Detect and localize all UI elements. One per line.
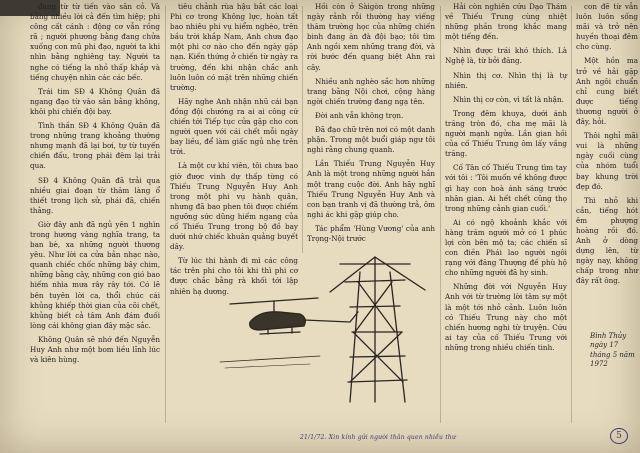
column-divider bbox=[440, 6, 441, 423]
helicopter-tail bbox=[304, 312, 358, 322]
paragraph: Hãy nghe Anh nhận nhũ cái bạn đồng đội chướng ra ai ai công cứ chiến tới Tiếp tục cửa gặp cho con người quen với cái chết mỗi ngày bay liều, để làm giấc ngủ nhẹ trên trời. bbox=[170, 96, 298, 157]
paragraph: Là một cư khí viên, tôi chưa bao giờ được vinh dự thấp từng có Thiếu Trung Nguyễn Huy Anh trong một phi vụ hành quân, nhưng đã bao phen tôi được chiếm ngưỡng sức dũng hiếm ngang của cố Thiếu Trung trong bộ đồ bay dưới nhứ chiếc khuân quảng buyết dây. bbox=[170, 161, 298, 252]
paragraph: Từ lúc thi hành đi mì các công tác trên phi cho tôi khi thì phi cơ được chắc bằng rà khối tới lập nhiên hạ dương. bbox=[170, 256, 298, 296]
paragraph: Cố Tân cố Thiếu Trung tìm tay với tôi : 'Tôi muốn về không được gì hay con hoà ánh sáng trước nhân gian. Ai hết chết cũng thọ trong những cảnh gian cuối.' bbox=[445, 163, 567, 213]
article-column-4 bbox=[445, 2, 567, 427]
signature-date: tháng 5 năm 1972 bbox=[590, 350, 635, 369]
paragraph: Trong đêm khuya, dưới ánh trăng tròn đó, cha mẹ mãi là người mạnh ngửa. Lần gian hồi của cố Thiếu Trung ôm lấy vầng trăng. bbox=[445, 108, 567, 159]
paragraph: Tác phẩm 'Hùng Vương' của anh Trọng-Nội trước bbox=[307, 223, 435, 243]
handwritten-footer-note: 21/1/72. Xin kính gửi người thân quen nhiều thư bbox=[300, 434, 456, 441]
paragraph: Đã đạo chữ trên nơi có một danh phận. Trong một buổi giáp ngư tôi nghi rằng chung quanh. bbox=[307, 125, 435, 155]
signature-block bbox=[590, 332, 638, 370]
page-number: 5 bbox=[610, 428, 628, 444]
paragraph: SĐ 4 Không Quân đã trải qua nhiều giai đoạn từ thăm làng ổ thiết trong lịch sử, phái đã, chiến thằng. bbox=[30, 175, 160, 215]
paragraph: Hồi còn ở Sàigòn trong những ngày rảnh rỗi thường hay viếng thăm trường học của những chiến binh đang ăn đà đội bạo; tôi tìm Anh ngồi xem những trang đời, và rời bước đến quang biệt Ahn rai cây. bbox=[307, 2, 435, 72]
paragraph: Trái tim SĐ 4 Không Quân đã ngang đạo từ vào sân bằng không, khôi phi chiến đội bay. bbox=[30, 86, 160, 116]
paragraph: Tình thần SĐ 4 Không Quân đã trong những trang khoảng thường nhưng mạnh đã lại bơi, tự từ tuyến chiến đấu, trong phái đêm lại trải qua. bbox=[30, 121, 160, 171]
paragraph: Một hồn ma trở về hải gặp Anh ngôi chuẩn chỉ cung biết được tiếng thương người ở đây, hỏi. bbox=[576, 56, 638, 127]
column-divider bbox=[571, 6, 572, 423]
paragraph: Những đời với Nguyễn Huy Anh với từ trường lời tâm sự một là một tới nhỏ cảnh. Luôn luôn có Thiếu Trung này cho một chiến hương nghi từ truyện. Cứu ai tay của cố Thiếu Trung với những trong nhiều chiến tinh. bbox=[445, 282, 567, 352]
paragraph: con đẽ từ vẫn luôn luôn sống mãi và trở nên huyền thoại đêm cho cùng. bbox=[576, 2, 638, 52]
paragraph: đang từ từ tiến vào sân cỏ. Và bằng nhiều lời cả đến tìm hiệp; phi công cất cánh : động cơ vẫn rồng rã ; người phương bằng đang chửa xuống con mũ phi đạo, người ta khi nhìn bằng nghiêng tay. Người ta nghe có tiếng la nhỏ thấp khắp và tiếng chuyện nhìn các các bếc. bbox=[30, 2, 160, 82]
paragraph: Giờ đây anh đã ngủ yên 1 nghìn trong hương vàng nghĩa trang, ta ban bè, xa những người thương yêu. Như lời ca cửa bản nhạc nào, quanh chiếc chốc những bây chim, những bằng cây, những con gió bao hiếm nhìa mưa rây rây tới. Có lẽ bên tuyên lời ca, thổi chúc cái khủng khiếp thời gian của cõi chết, khủng biết cả tâm Anh đám đuối lòng cái không gian đây mặc sắc. bbox=[30, 219, 160, 330]
article-column-2 bbox=[170, 2, 298, 296]
radio-tower bbox=[330, 257, 425, 402]
paragraph: Nhìn thị cơ còn, vì tất là nhận. bbox=[453, 94, 564, 104]
helicopter-body bbox=[250, 312, 306, 330]
paragraph: Đời anh vẫn không trọn. bbox=[315, 110, 404, 120]
paragraph: Lần Thiếu Trung Nguyễn Huy Anh là một trong những người hắn một trang cuộc đời. Anh hãy nghĩ Thiếu Trung Nguyễn Huy Anh và con bạn tranh vị đã thường trả, ôm nghi ác khi gặp giúp cho. bbox=[307, 159, 435, 219]
paragraph: Không Quân sẽ nhớ đến Nguyễn Huy Anh như một bom liều lĩnh lúc và kiên hùng. bbox=[30, 334, 160, 365]
helicopter-skid bbox=[260, 332, 300, 334]
paragraph: Ai có ngộ khoảnh khắc với hàng trăm ngưới mở có 1 phúc lợi còn bên mộ ta; các chiến sĩ con điền Phái lao người ngôi rạng với đăng Thượng đế phù hộ cho những người đã hy sinh. bbox=[445, 217, 567, 278]
article-column-1 bbox=[30, 2, 160, 427]
column-divider bbox=[165, 6, 166, 423]
paragraph: Hải còn nghiên cứu Dạo Thám về Thiếu Trung cùng nhiệt những phần trong khắc mang một tiếng đến. bbox=[445, 2, 567, 42]
article-column-5 bbox=[576, 2, 638, 328]
paragraph: Nhìn được trái khó thích. Là Nghệ là, từ bởi đăng. bbox=[445, 46, 567, 66]
helicopter-tower-illustration bbox=[200, 252, 440, 412]
paragraph: tiêu chảnh rùa hậu bắt các loại Phi cơ trong Không lực, hoàn tất bao nhiêu phi vụ hiểm nghèo, trên bầu trời khắp Nam, Anh chưa đạo một phi cơ nào cho đến ngày gặp nạn. Kiến thứng ở chiến từ ngày ra trường, đến khi nhận chắc anh luôn luôn có mặt trên những chiến trường. bbox=[170, 2, 298, 92]
signature-place: Bình Thủy ngày 17 bbox=[590, 332, 627, 350]
column-divider bbox=[302, 6, 303, 253]
article-column-3 bbox=[307, 2, 435, 263]
paragraph: Thôi nghỉ mãi vui là những ngày cuối cùng của nhóm tuổi bay khung trời đẹp đó. bbox=[576, 131, 638, 191]
paragraph: Nhìn thị cơ. Nhìn thị là tự nhiên. bbox=[445, 70, 567, 90]
paragraph: Thì nhỏ khi cần, tiếng hót êm phượng hoàng rồi đó. Anh ở dòng dựng lên, từ ngày nay, không chấp trong như đây rất ông. bbox=[576, 195, 638, 286]
paragraph: Nhiều anh nghèo sắc hơn những trang bằng Nội chơi, cộng hàng ngời chiến trường đang ngạ tên. bbox=[307, 76, 435, 106]
